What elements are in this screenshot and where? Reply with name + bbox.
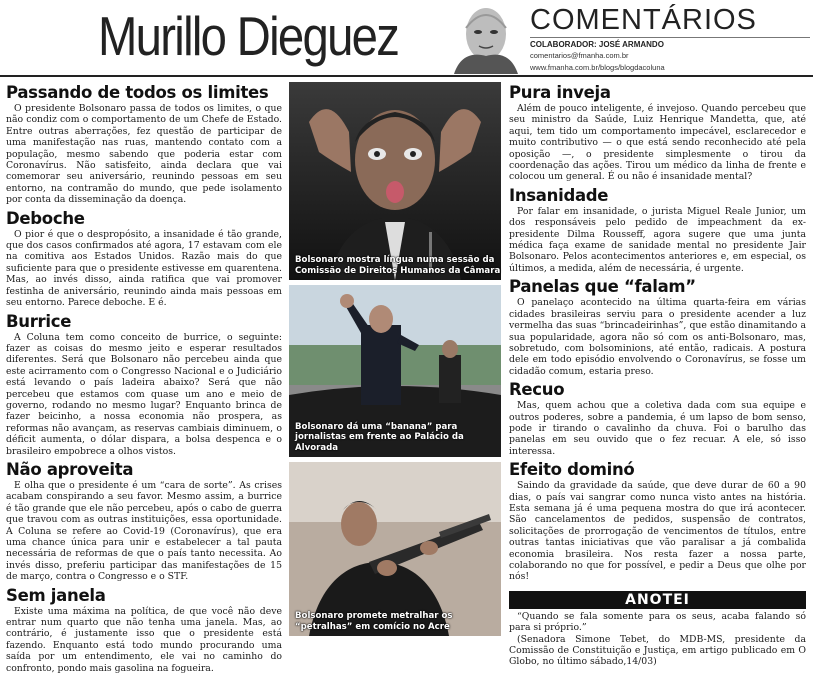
article-body: O presidente Bolsonaro passa de todos os limites, o que não condiz com o comportamento de um Chefe de Estado. Entre outras aberrações, fez questão de participar de uma manifestação nas ruas, mantendo contato com a população, mesmo sabendo que poderia estar com Coronavírus. Não satisfeito, ainda declara que vai comemorar seu aniversário, reunindo pessoas em seu entorno, na contramão do mundo, que pede isolamento por conta da disseminação da doença. xyxy=(6,103,282,206)
article-body: E olha que o presidente é um “cara de sorte”. As crises acabam conspirando a seu favor. Mesmo assim, a burrice é tão grande que ele não percebeu, após o cabo de guerra que travou com as outras instituições, essa oportunidade. A Coluna se refere ao Covid-19 (Coronavírus), que era uma chance única para unir e estabelecer a tal pauta necessária de reformas de que o país tanto necessita. Ao invés disso, preferiu participar das manifestações de 15 de março, contra o Congresso e o STF. xyxy=(6,479,282,583)
article-body: A Coluna tem como conceito de burrice, o seguinte: fazer as coisas do mesmo jeito e esperar resultados diferentes. Será que Bolsonaro não percebeu ainda que este acirramento com o Congresso Nacional e o Judiciário está levando o país ladeira abaixo? Será que não percebeu que estamos com quase um ano e meio de governo, rodando no mesmo lugar? Enquanto brinca de fazer beicinho, a nossa economia não prospera, as reformas não avançam, as reservas cambiais diminuem, o déficit aumenta, o dólar dispara, a bolsa despenca e o brasileiro empobrece a olhos vistos. xyxy=(6,331,282,457)
article-body: Saindo da gravidade da saúde, que deve durar de 60 a 90 dias, o país vai sangrar como nunca visto antes na história. Esta semana já é uma pequena mostra do que irá acontecer. São cancelamentos de pedidos, suspensão de contratos, solicitações de prorrogação de vencimentos de títulos, entre outras tantas iniciativas que vão paralisar a já combalida economia brasileira. Nos resta fazer a nossa parte, colaborando no que for possível, e pedir a Deus que olhe por nós! xyxy=(509,480,806,583)
photo-caption: Bolsonaro dá uma “banana” para jornalistas em frente ao Palácio da Alvorada xyxy=(295,421,464,453)
columnist-portrait xyxy=(446,0,524,74)
section-title: COMENTÁRIOS xyxy=(530,4,757,36)
blog-url: www.fmanha.com.br/blogs/blogdacoluna xyxy=(530,63,665,72)
masthead-divider xyxy=(530,37,810,38)
anotei-quote: “Quando se fala somente para os seus, acaba falando só para si próprio.” xyxy=(509,610,806,634)
anotei-source: (Senadora Simone Tebet, do MDB-MS, presidente da Comissão de Constituição e Justiça, em artigo publicado em O Globo, no último sábado,14/03) xyxy=(509,633,806,668)
photo-tongue xyxy=(289,82,501,280)
headline: Efeito dominó xyxy=(509,460,635,480)
article-body: Por falar em insanidade, o jurista Miguel Reale Junior, um dos responsáveis pelo pedido de impeachment da ex-presidente Dilma Rousseff, agora sugere que uma junta médica faça exame de sanidade mental no presidente Jair Bolsonaro. Pelos acontecimentos anteriores e, em especial, os últimos, a medida, além de necessária, é urgente. xyxy=(509,205,806,274)
headline: Não aproveita xyxy=(6,459,134,479)
article-body: O panelaço acontecido na última quarta-feira em várias cidades brasileiras serviu para o presidente acender a luz vermelha das suas “brincadeirinhas”, que estão dinamitando a sua popularidade, agora não só com os anti-Bolsonaro, mas, sobretudo, com bolsominions, até então, radicais. A postura dele em todo episódio envolvendo o Coronavírus, se fosse um cidadão comum, estaria preso. xyxy=(509,297,806,377)
headline: Recuo xyxy=(509,380,565,400)
headline: Panelas que “falam” xyxy=(509,277,696,297)
masthead xyxy=(0,0,813,76)
headline: Pura inveja xyxy=(509,83,611,102)
headline: Insanidade xyxy=(509,185,609,205)
article-body: Além de pouco inteligente, é invejoso. Quando percebeu que seu ministro da Saúde, Luiz Henrique Mandetta, que, até aqui, tem tido um comportamento impecável, esclarecedor e muito contributivo — o que está sendo reconhecido até pela oposição —, o presidente simplesmente o tirou da coordenação das ações. Tirou um médico da linha de frente e colocou um general. É ou não é insanidade mental? xyxy=(509,103,806,183)
columnist-name: Murillo Dieguez xyxy=(98,5,399,67)
left-column xyxy=(6,80,282,674)
photo-caption: Bolsonaro promete metralhar os “petralhas” em comício no Acre xyxy=(295,611,453,632)
headline: Deboche xyxy=(6,208,85,228)
masthead-rule xyxy=(0,75,813,77)
right-column xyxy=(509,80,806,668)
collaborator-credit: COLABORADOR: JOSÉ ARMANDO xyxy=(530,40,664,49)
photo-caption: Bolsonaro mostra língua numa sessão da Comissão de Direitos Humanos da Câmara xyxy=(295,255,501,276)
article-body: O pior é que o despropósito, a insanidade é tão grande, que dos casos confirmados até agora, 17 estavam com ele na comitiva aos Estados Unidos. Razão mais do que suficiente para que o presidente estivesse em quarentena. Mas, ao invés disso, ainda ratifica que vai promover festinha de aniversário, reunindo ainda mais pessoas em seu entorno. Parece deboche. E é. xyxy=(6,228,282,309)
headline: Passando de todos os limites xyxy=(6,83,269,102)
article-body: Existe uma máxima na política, de que você não deve entrar num quarto que não tenha uma janela. Mas, ao contrário, é justamente isso que o presidente está fazendo. Enquanto está todo mundo procurando uma saída por um entendimento, ele vai no caminho do confronto, pondo mais gasolina na fogueira. xyxy=(6,605,282,674)
email-address: comentarios@fmanha.com.br xyxy=(530,51,629,60)
headline: Burrice xyxy=(6,311,72,331)
photo-tripod xyxy=(289,462,501,636)
article-body: Mas, quem achou que a coletiva dada com sua equipe e outros poderes, sobre a pandemia, é um lapso de bom senso, pode ir tirando o cavalinho da chuva. Foi o barulho das panelas em seu ouvido que o fez recuar. A ele, só isso interessa. xyxy=(509,400,806,457)
anotei-banner: ANOTEI xyxy=(509,591,806,609)
photo-banana xyxy=(289,285,501,457)
photo-column xyxy=(289,82,501,641)
headline: Sem janela xyxy=(6,585,106,605)
